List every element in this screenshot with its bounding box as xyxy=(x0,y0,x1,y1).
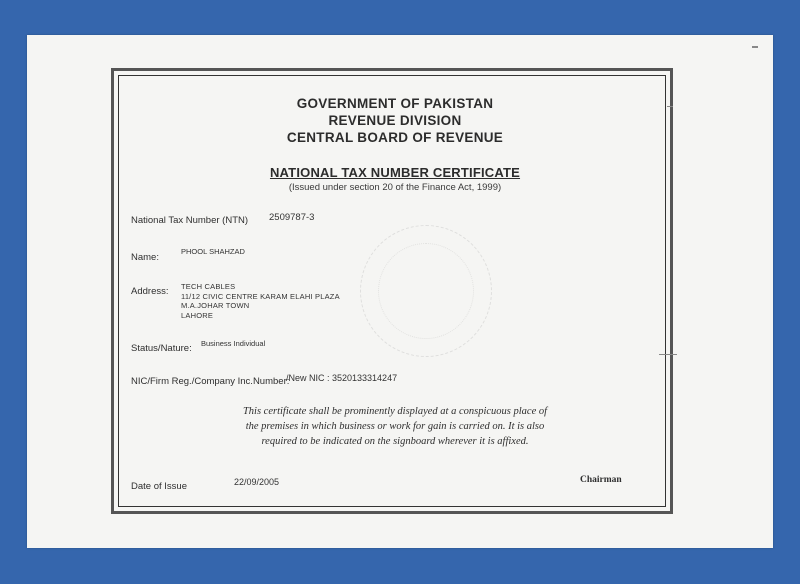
nic-value: /New NIC : 3520133314247 xyxy=(286,373,398,383)
status-value: Business Individual xyxy=(201,339,266,348)
address-label: Address: xyxy=(131,286,169,297)
address-value xyxy=(181,282,340,320)
scan-speck xyxy=(752,46,758,48)
notice-line: required to be indicated on the signboard wherever it is affixed. xyxy=(261,436,529,447)
certificate-subtitle: (Issued under section 20 of the Finance Act, 1999) xyxy=(288,182,502,193)
date-of-issue-label: Date of Issue xyxy=(131,481,187,492)
ntn-value: 2509787-3 xyxy=(269,212,315,223)
chairman-signatory: Chairman xyxy=(580,475,622,485)
notice-line: the premises in which business or work for gain is carried on. It is also xyxy=(245,421,545,432)
scan-speck xyxy=(659,354,677,355)
header-line-division: REVENUE DIVISION xyxy=(328,113,462,128)
nic-label: NIC/Firm Reg./Company Inc.Number: xyxy=(131,376,290,387)
date-of-issue-value: 22/09/2005 xyxy=(234,477,280,487)
name-label: Name: xyxy=(131,252,159,263)
display-notice xyxy=(215,404,575,449)
certificate-title: NATIONAL TAX NUMBER CERTIFICATE xyxy=(269,165,521,180)
address-line: TECH CABLES xyxy=(181,282,236,291)
header-line-board: CENTRAL BOARD OF REVENUE xyxy=(286,130,504,145)
faint-seal-inner-ring xyxy=(378,243,474,339)
name-value: PHOOL SHAHZAD xyxy=(181,247,245,256)
address-line: 11/12 CIVIC CENTRE KARAM ELAHI PLAZA xyxy=(181,291,340,301)
header-line-government: GOVERNMENT OF PAKISTAN xyxy=(296,96,494,111)
address-line: LAHORE xyxy=(181,310,214,320)
address-line: M.A.JOHAR TOWN xyxy=(181,301,250,310)
scan-speck xyxy=(667,106,673,107)
notice-line: This certificate shall be prominently displayed at a conspicuous place of xyxy=(242,406,548,417)
status-label: Status/Nature: xyxy=(131,343,192,354)
ntn-label: National Tax Number (NTN) xyxy=(131,215,249,226)
